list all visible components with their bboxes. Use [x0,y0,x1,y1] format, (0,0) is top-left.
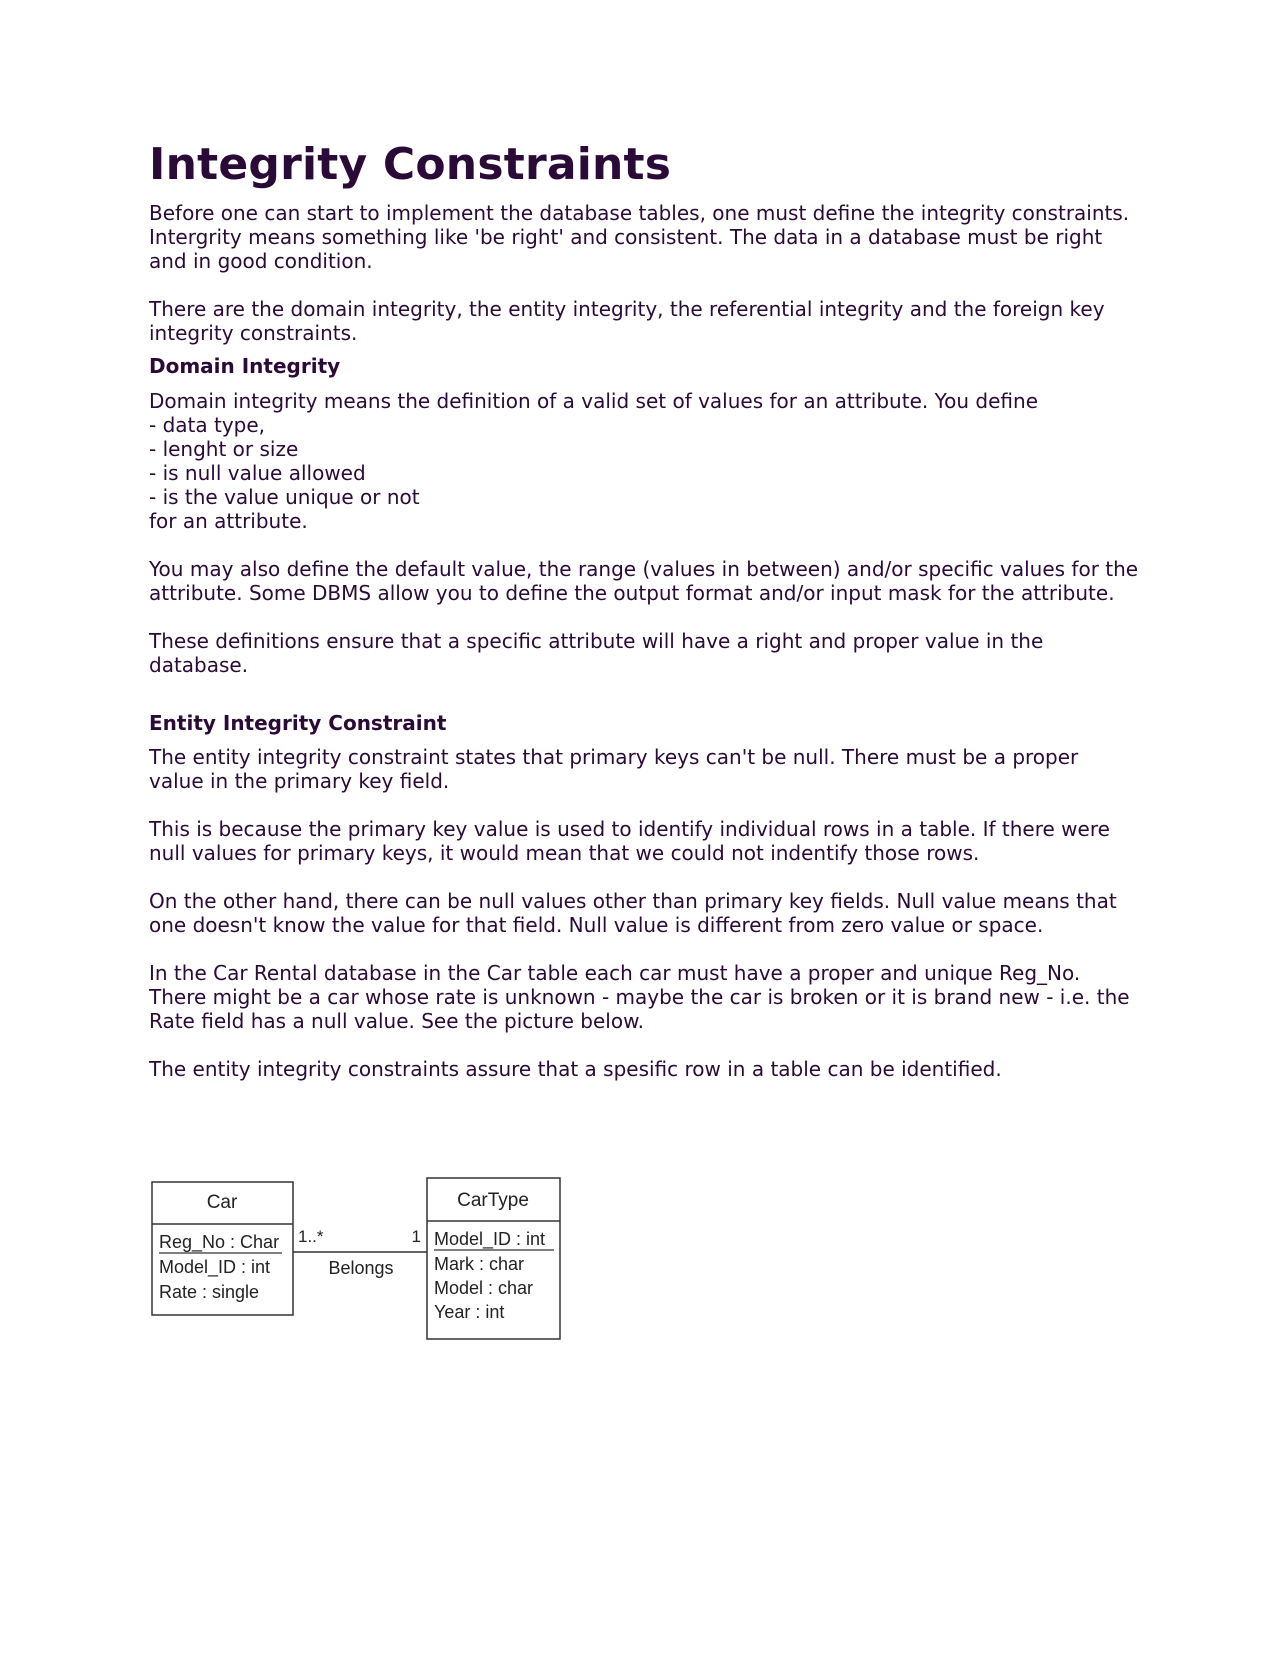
intro-paragraph-1: Before one can start to implement the database tables, one must define the integrity constraints. Intergrity means something like 'be right' and consistent. The data in a database must be right and in good condition. [149,200,1130,273]
entity-paragraph-3: On the other hand, there can be null values other than primary key fields. Null value means that one doesn't know the value for that field. Null value is different from zero value or space. [149,888,1117,937]
cartype-multiplicity: 1 [411,1227,421,1246]
cartype-attr-model-id: Model_ID : int [434,1229,546,1249]
list-item: - is the value unique or not [149,484,420,509]
list-item: - data type, [149,412,266,437]
car-attr-model-id: Model_ID : int [159,1257,271,1277]
intro-paragraph-2: There are the domain integrity, the entity integrity, the referential integrity and the foreign key integrity constraints. [149,296,1105,345]
cartype-attr-model: Model : char [434,1278,534,1298]
entity-paragraph-4: In the Car Rental database in the Car table each car must have a proper and unique Reg_No. There might be a car whose rate is unknown - maybe the car is broken or it is brand new - i.e. the Rate field has a null value. See the picture below. [149,960,1130,1033]
entity-paragraph-5: The entity integrity constraints assure that a spesific row in a table can be identified. [149,1056,1002,1081]
list-item: - is null value allowed [149,460,366,485]
car-attr-rate: Rate : single [159,1282,260,1302]
car-multiplicity: 1..* [298,1227,324,1246]
entity-paragraph-2: This is because the primary key value is used to identify individual rows in a table. If there were null values for primary keys, it would mean that we could not indentify those rows. [149,816,1110,865]
cartype-class-name: CarType [457,1190,529,1211]
belongs-relation-label: Belongs [328,1258,394,1278]
uml-diagram-svg [149,1176,569,1356]
domain-list-tail: for an attribute. [149,508,308,533]
domain-definition-list [149,413,1139,509]
document-page [149,140,1139,1081]
car-class-name: Car [206,1192,238,1213]
page-title: Integrity Constraints [149,139,672,190]
entity-paragraph-1: The entity integrity constraint states that primary keys can't be null. There must be a proper value in the primary key field. [149,744,1079,793]
cartype-attr-mark: Mark : char [434,1254,525,1274]
domain-lead-paragraph: Domain integrity means the definition of a valid set of values for an attribute. You define [149,388,1039,413]
entity-integrity-heading: Entity Integrity Constraint [149,710,447,735]
car-attr-reg-no: Reg_No : Char [159,1232,280,1252]
list-item: - lenght or size [149,436,299,461]
domain-paragraph-3: These definitions ensure that a specific attribute will have a right and proper value in the database. [149,628,1044,677]
cartype-attr-year: Year : int [434,1302,505,1322]
domain-paragraph-2: You may also define the default value, the range (values in between) and/or specific values for the attribute. Some DBMS allow you to define the output format and/or input mask for the attribute. [149,556,1139,605]
domain-integrity-heading: Domain Integrity [149,353,341,378]
uml-class-diagram [149,1176,569,1356]
